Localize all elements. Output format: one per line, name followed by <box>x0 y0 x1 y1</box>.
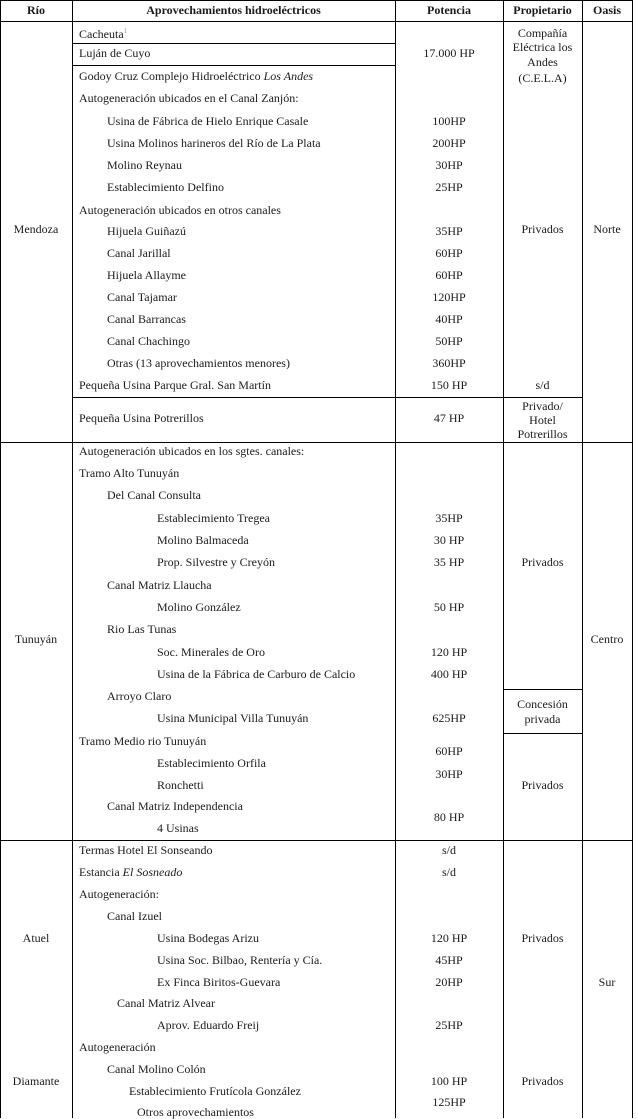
otros-hp: 60HP <box>435 246 463 260</box>
izuel-item: Ex Finca Biritos-Guevara <box>157 975 281 989</box>
arroyo-claro: Arroyo Claro <box>107 689 172 703</box>
left-border <box>0 0 1 1118</box>
zanjon-item: Usina de Fábrica de Hielo Enrique Casale <box>107 114 309 128</box>
fruticola-label: Establecimiento Frutícola González <box>129 1084 301 1098</box>
izuel-item: Usina Bodegas Arizu <box>157 931 259 945</box>
otros-hp: 60HP <box>435 268 463 282</box>
canal-llaucha: Canal Matriz Llaucha <box>107 578 212 592</box>
las-tunas-hp: 120 HP <box>430 645 468 659</box>
godoy-cruz-label: Godoy Cruz Complejo Hidroeléctrico Los Andes <box>79 69 314 83</box>
ronchetti: Ronchetti <box>157 778 204 792</box>
otros-hp: 360HP <box>432 356 466 370</box>
zanjon-item: Molino Reynau <box>107 158 182 172</box>
otros-item: Hijuela Guiñazú <box>107 224 186 238</box>
rio-atuel: Atuel <box>22 931 50 945</box>
concesion-2: privada <box>524 712 561 726</box>
owner-cela-1: Compañía <box>517 26 568 40</box>
zanjon-hp: 100HP <box>432 114 466 128</box>
tunuyan-header: Autogeneración ubicados en los sgtes. canales: <box>79 444 305 458</box>
las-tunas-item: Usina de la Fábrica de Carburo de Calcio <box>157 667 356 681</box>
otros-hp: 120HP <box>432 290 466 304</box>
freij-label: Aprov. Eduardo Freij <box>157 1018 260 1032</box>
izuel-item: Usina Soc. Bilbao, Rentería y Cía. <box>157 953 323 967</box>
zanjon-header: Autogeneración ubicados en el Canal Zanjón: <box>79 91 299 105</box>
zanjon-item: Usina Molinos harineros del Río de La Plata <box>107 136 321 150</box>
tramo-alto: Tramo Alto Tunuyán <box>79 466 180 480</box>
usinas: 4 Usinas <box>157 821 199 835</box>
header-aprovechamientos: Aprovechamientos hidroeléctricos <box>146 3 321 17</box>
otros-aprov-label: Otros aprovechamientos <box>137 1105 254 1119</box>
concesion-top-border <box>503 689 582 690</box>
canal-independencia: Canal Matriz Independencia <box>107 799 243 813</box>
zanjon-hp: 25HP <box>435 180 463 194</box>
oasis-norte: Norte <box>593 222 621 236</box>
rio-las-tunas: Rio Las Tunas <box>107 622 177 636</box>
canal-alvear: Canal Matriz Alvear <box>117 996 215 1010</box>
otros-item: Canal Tajamar <box>107 290 177 304</box>
canal-consulta: Del Canal Consulta <box>107 488 201 502</box>
owner-cela-3: Andes <box>527 55 558 69</box>
arroyo-hp: 625HP <box>432 711 466 725</box>
arroyo-item: Usina Municipal Villa Tunuyán <box>157 711 309 725</box>
otros-hp: 50HP <box>435 334 463 348</box>
mendoza-bottom-border <box>0 442 633 443</box>
las-tunas-hp: 400 HP <box>430 667 468 681</box>
canal-izuel: Canal Izuel <box>107 909 162 923</box>
usinas-hp: 80 HP <box>433 810 465 824</box>
oasis-sur: Sur <box>598 975 616 989</box>
potrerillos-owner-1: Privado/ <box>522 399 563 413</box>
zanjon-hp: 200HP <box>432 136 466 150</box>
owner-cela-2: Eléctrica los <box>512 40 573 54</box>
cacheuta-label: Cacheuta$^1$ <box>79 27 128 41</box>
consulta-hp: 30 HP <box>433 533 465 547</box>
lujan-bottom-border <box>72 65 395 66</box>
estancia-hp: s/d <box>441 865 456 879</box>
parque-hp: 150 HP <box>430 378 468 392</box>
estancia-label: Estancia El Sosneado <box>79 865 183 879</box>
freij-hp: 25HP <box>435 1018 463 1032</box>
canal-colon: Canal Molino Colón <box>107 1062 206 1076</box>
otros-item: Otras (13 aprovechamientos menores) <box>107 356 290 370</box>
owner-privados-tunuyan-2: Privados <box>521 778 564 792</box>
rio-mendoza: Mendoza <box>13 222 59 236</box>
llaucha-item: Molino González <box>157 600 241 614</box>
potrerillos-hp: 47 HP <box>433 411 465 425</box>
rio-tunuyan: Tunuyán <box>14 632 58 646</box>
owner-cela-4: (C.E.L.A) <box>518 71 567 85</box>
autogeneracion2-label: Autogeneración <box>79 1040 156 1054</box>
col-divider-rio <box>72 0 73 1118</box>
potencia-cela: 17.000 HP <box>423 46 475 60</box>
table-top-border <box>0 0 633 1</box>
autogeneracion-label: Autogeneración: <box>79 887 159 901</box>
lujan-label: Luján de Cuyo <box>79 46 151 60</box>
termas-label: Termas Hotel El Sonseando <box>79 843 213 857</box>
parque-owner: s/d <box>535 378 550 392</box>
otros-hp: 35HP <box>435 224 463 238</box>
rio-diamante: Diamante <box>12 1074 60 1088</box>
header-oasis: Oasis <box>592 3 621 17</box>
llaucha-hp: 50 HP <box>433 600 465 614</box>
header-propietario: Propietario <box>513 3 572 17</box>
header-bottom-border <box>0 21 633 22</box>
consulta-item: Molino Balmaceda <box>157 533 249 547</box>
potrerillos-owner-2: Hotel <box>529 413 556 427</box>
izuel-hp: 120 HP <box>430 931 468 945</box>
owner-privados: Privados <box>521 222 564 236</box>
potrerillos-owner-3: Potrerillos <box>517 427 568 441</box>
otros-item: Hijuela Allayme <box>107 268 186 282</box>
concesion-bottom-border <box>503 733 582 734</box>
header-potencia: Potencia <box>427 3 471 17</box>
ronchetti-hp: 30HP <box>435 767 463 781</box>
zanjon-hp: 30HP <box>435 158 463 172</box>
consulta-item: Establecimiento Tregea <box>157 511 270 525</box>
fruticola-hp: 100 HP <box>430 1074 468 1088</box>
tramo-medio: Tramo Medio rio Tunuyán <box>79 734 207 748</box>
tunuyan-bottom-border <box>0 840 633 841</box>
owner-privados-diamante: Privados <box>521 1074 564 1088</box>
right-border <box>632 0 633 1118</box>
cacheuta-bottom-border <box>72 43 395 44</box>
otros-hp: 40HP <box>435 312 463 326</box>
zanjon-item: Establecimiento Delfino <box>107 180 224 194</box>
otros-canales-header: Autogeneración ubicados en otros canales <box>79 203 281 217</box>
otros-aprov-hp: 125HP <box>432 1095 466 1109</box>
concesion-1: Concesión <box>517 697 568 711</box>
oasis-centro: Centro <box>590 632 624 646</box>
orfila-hp: 60HP <box>435 744 463 758</box>
owner-privados-atuel: Privados <box>521 931 564 945</box>
las-tunas-item: Soc. Minerales de Oro <box>157 645 265 659</box>
orfila: Establecimiento Orfila <box>157 756 266 770</box>
izuel-hp: 20HP <box>435 975 463 989</box>
otros-item: Canal Chachingo <box>107 334 190 348</box>
owner-privados-tunuyan-1: Privados <box>521 555 564 569</box>
consulta-hp: 35 HP <box>433 555 465 569</box>
otros-item: Canal Barrancas <box>107 312 186 326</box>
col-divider-propietario <box>582 0 583 1118</box>
izuel-hp: 45HP <box>435 953 463 967</box>
termas-hp: s/d <box>441 843 456 857</box>
potrerillos-top-border <box>72 397 582 398</box>
consulta-hp: 35HP <box>435 511 463 525</box>
potrerillos-label: Pequeña Usina Potrerillos <box>79 411 204 425</box>
otros-item: Canal Jarillal <box>107 246 171 260</box>
parque-label: Pequeña Usina Parque Gral. San Martín <box>79 378 271 392</box>
consulta-item: Prop. Silvestre y Creyón <box>157 555 275 569</box>
header-rio: Río <box>27 3 45 17</box>
